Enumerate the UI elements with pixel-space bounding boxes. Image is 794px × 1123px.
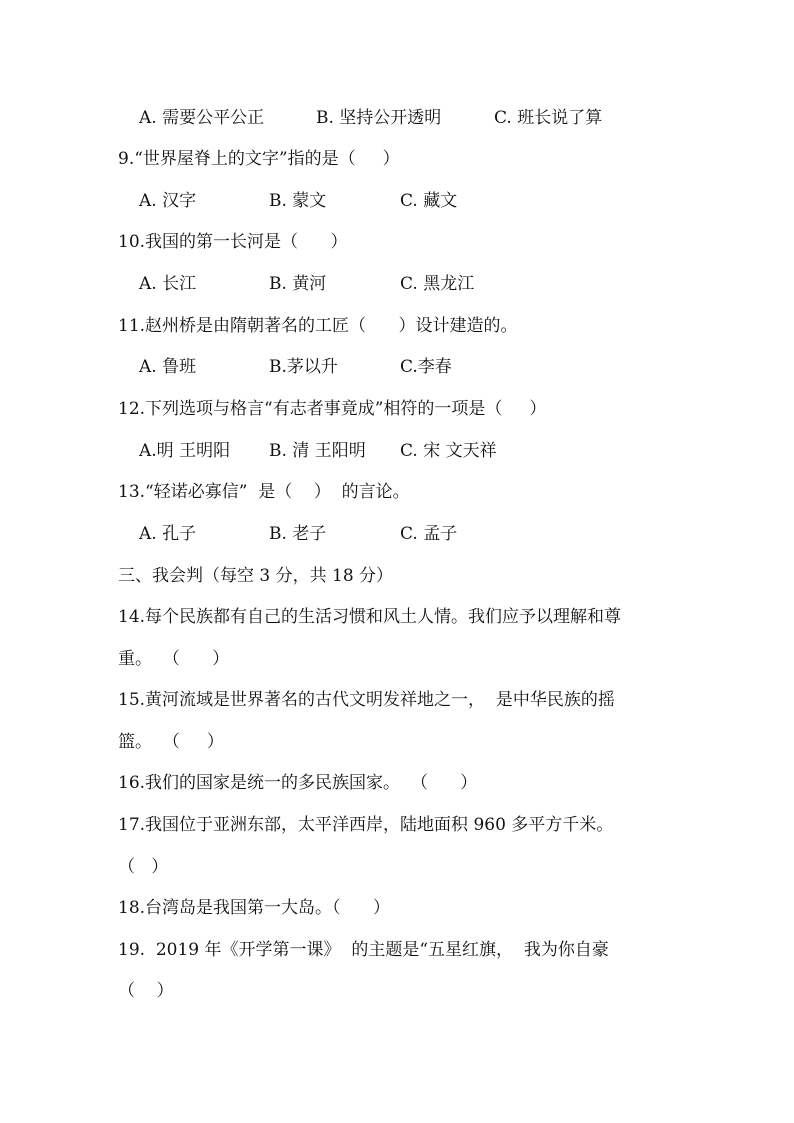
q11-stem: 11.赵州桥是由隋朝著名的工匠（ ）设计建造的。 <box>118 316 518 336</box>
q9-option-c: C. 藏文 <box>400 191 458 211</box>
q15-line-2: 篮。 （ ） <box>118 732 224 752</box>
q11-option-b: B.茅以升 <box>269 357 338 377</box>
q12-option-b: B. 清 王阳明 <box>269 441 366 461</box>
section-heading: 三、我会判（每空 3 分，共 18 分） <box>118 566 394 586</box>
q17-line-1: 17.我国位于亚洲东部，太平洋西岸，陆地面积 960 多平方千米。 <box>118 815 614 835</box>
q8-option-a: A. 需要公平公正 <box>139 108 265 128</box>
q13-stem: 13.“轻诺必寡信” 是（ ） 的言论。 <box>118 482 410 502</box>
q10-option-b: B. 黄河 <box>269 274 327 294</box>
q12-option-c: C. 宋 文天祥 <box>400 441 497 461</box>
q12-stem: 12.下列选项与格言“有志者事竟成”相符的一项是（ ） <box>118 399 547 419</box>
q13-option-a: A. 孔子 <box>139 524 197 544</box>
q19-line-2: （ ） <box>118 981 174 1001</box>
q10-option-a: A. 长江 <box>139 274 197 294</box>
q9-stem: 9.“世界屋脊上的文字”指的是（ ） <box>118 149 400 169</box>
q17-line-2: （ ） <box>118 857 169 877</box>
q16-line-1: 16.我们的国家是统一的多民族国家。 （ ） <box>118 773 478 793</box>
q15-line-1: 15.黄河流域是世界著名的古代文明发祥地之一， 是中华民族的摇 <box>118 690 615 710</box>
q18-line-1: 18.台湾岛是我国第一大岛。（ ） <box>118 898 390 918</box>
q11-option-a: A. 鲁班 <box>139 357 197 377</box>
q13-option-b: B. 老子 <box>269 524 327 544</box>
q11-option-c: C.李春 <box>400 357 452 377</box>
q19-line-1: 19. 2019 年《开学第一课》 的主题是“五星红旗， 我为你自豪 <box>118 940 609 960</box>
q12-option-a: A.明 王明阳 <box>139 441 231 461</box>
q9-option-b: B. 蒙文 <box>269 191 327 211</box>
q8-option-b: B. 坚持公开透明 <box>316 108 442 128</box>
q10-stem: 10.我国的第一长河是（ ） <box>118 232 348 252</box>
q10-option-c: C. 黑龙江 <box>400 274 475 294</box>
q14-line-1: 14.每个民族都有自己的生活习惯和风土人情。我们应予以理解和尊 <box>118 607 622 627</box>
q9-option-a: A. 汉字 <box>139 191 197 211</box>
q13-option-c: C. 孟子 <box>400 524 458 544</box>
q8-option-c: C. 班长说了算 <box>494 108 603 128</box>
q14-line-2: 重。 （ ） <box>118 649 230 669</box>
